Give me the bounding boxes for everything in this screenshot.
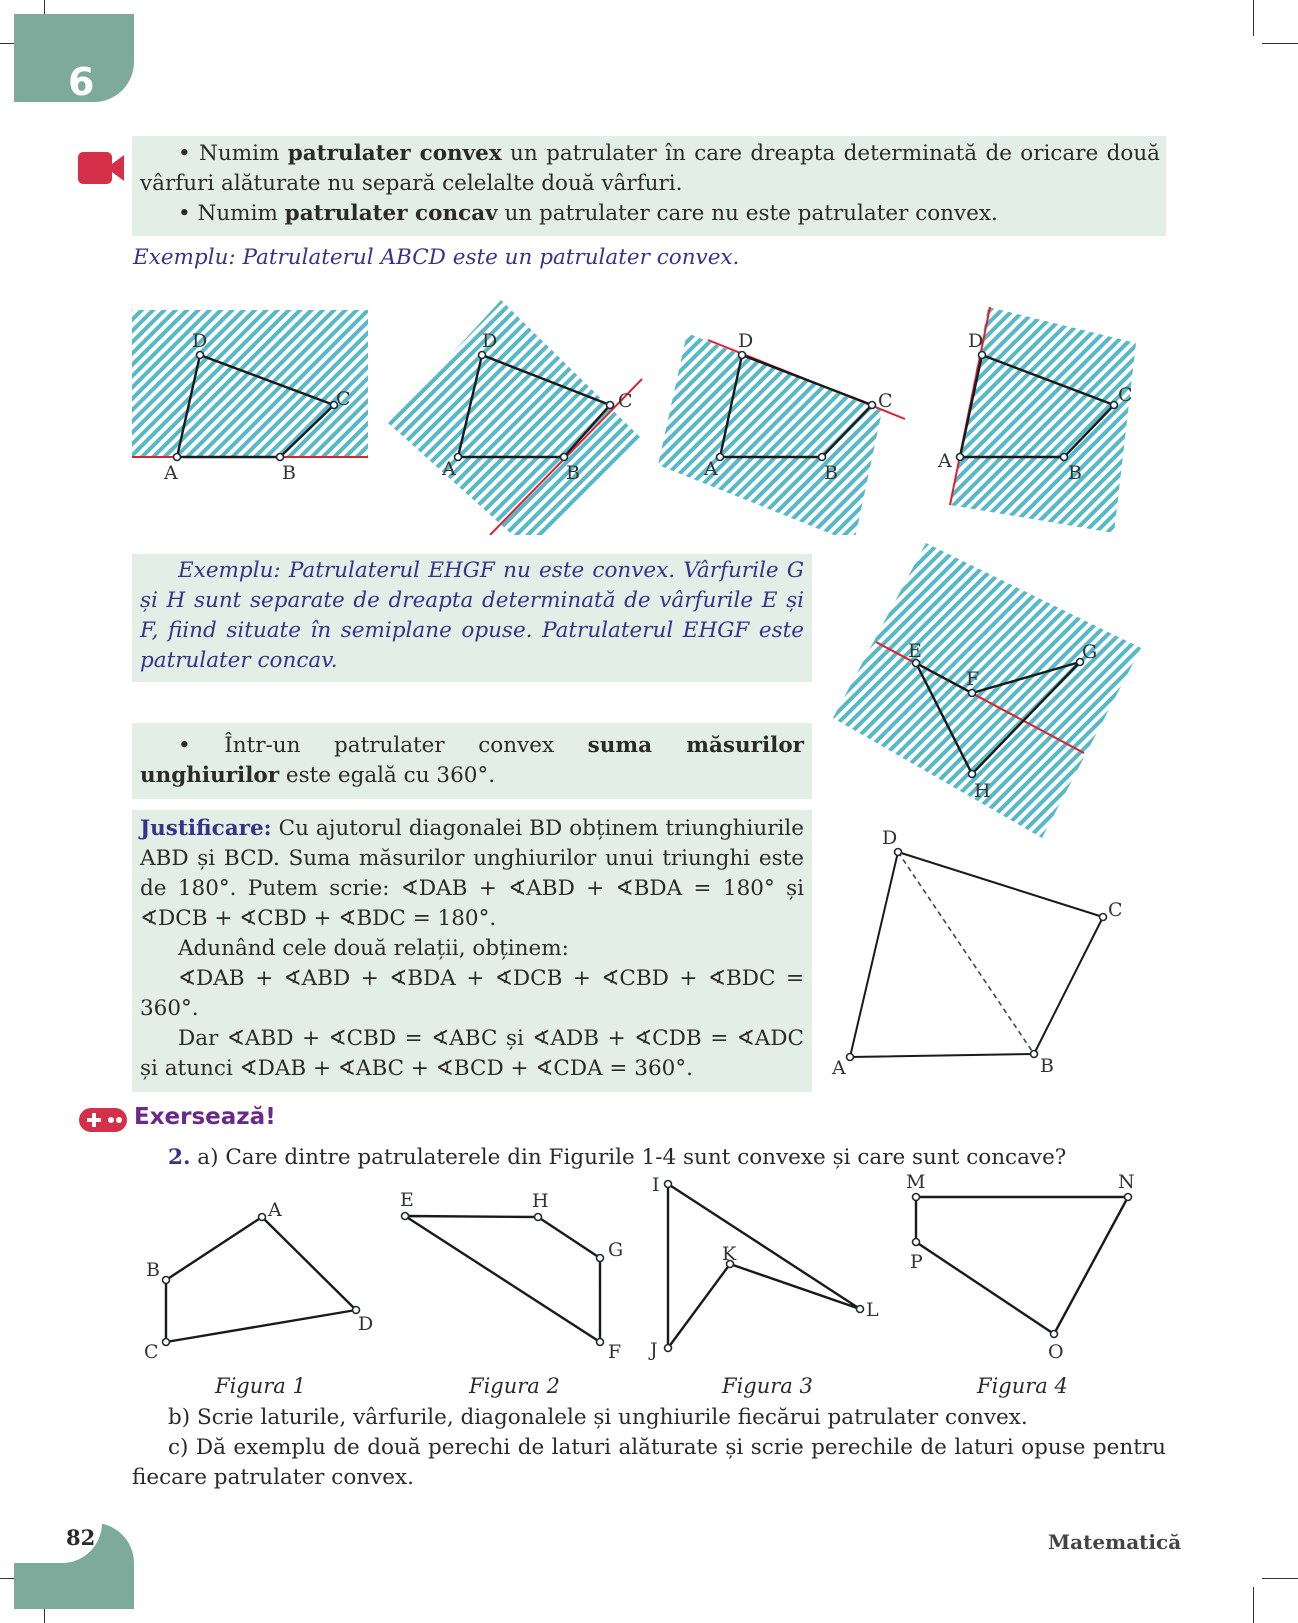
vertex-label: G <box>1082 641 1098 663</box>
vertex-label: A <box>832 1057 846 1079</box>
vertex-label: C <box>336 388 351 410</box>
vertex-label: C <box>144 1341 159 1362</box>
vertex-label: H <box>974 780 991 802</box>
exercise-part-c: c) Dă exemplu de două perechi de laturi alăturate și scrie perechile de laturi opuse pentru fiecare patrulater convex. <box>132 1435 1166 1490</box>
exercise-part-a: 2. a) Care dintre patrulaterele din Figurile 1-4 sunt convexe și care sunt concave? <box>168 1145 1067 1170</box>
page-number: 82 <box>66 1525 96 1550</box>
vertex-label: B <box>824 462 838 484</box>
vertex-label: F <box>966 668 980 690</box>
figura-4-quadrilateral <box>916 1197 1128 1334</box>
vertex-label: D <box>358 1313 374 1335</box>
example-concave-box <box>132 554 812 682</box>
vertex-label: D <box>482 330 498 352</box>
vertex-label: O <box>1048 1341 1064 1362</box>
vertex-label: J <box>650 1339 658 1361</box>
figura-3-quadrilateral <box>668 1184 860 1348</box>
half-plane-region <box>132 310 368 457</box>
exercise-heading: Exersează! <box>134 1104 276 1130</box>
vertex-label: I <box>652 1174 660 1196</box>
vertex-label: E <box>400 1189 414 1211</box>
justification-figure <box>830 822 1130 1082</box>
vertex-label: P <box>910 1251 923 1273</box>
exercise-parts-bc <box>132 1403 1166 1493</box>
figura-4-caption: Figura 4 <box>977 1374 1068 1398</box>
concave-definition: • Numim patrulater concav un patrulater care nu este patrulater convex. <box>178 201 998 226</box>
crop-mark <box>1262 43 1298 44</box>
angle-sum-box <box>132 723 812 799</box>
vertex-label: B <box>146 1259 160 1281</box>
angle-sum-statement: • Într-un patrulater convex suma măsurilor unghiurilor este egală cu 360°. <box>140 733 804 788</box>
vertex-label: D <box>738 330 754 352</box>
vertex-label: F <box>608 1341 622 1362</box>
vertex-label: K <box>722 1243 737 1265</box>
figura-2-caption: Figura 2 <box>469 1374 560 1398</box>
crop-mark <box>1253 1587 1254 1623</box>
justification-p2: Adunând cele două relații, obținem: <box>178 936 569 961</box>
diagonal-bd <box>898 852 1034 1054</box>
concave-figure <box>828 538 1148 840</box>
footer-subject: Matematică <box>1048 1530 1182 1554</box>
vertex-label: M <box>906 1172 926 1193</box>
vertex-label: D <box>192 330 208 352</box>
vertex-label: E <box>908 640 922 662</box>
vertex-label: C <box>618 390 633 412</box>
convex-definition: • Numim patrulater convex un patrulater în care dreapta determinată de oricare două vârfuri alăturate nu separă celelalte două vârfuri. <box>140 141 1160 196</box>
example-convex: Exemplu: Patrulaterul ABCD este un patrulater convex. <box>133 245 740 270</box>
gamepad-icon <box>78 1107 128 1133</box>
justification-title: Justificare: <box>140 816 272 841</box>
figura-1-caption: Figura 1 <box>215 1374 306 1398</box>
vertex-label: A <box>268 1199 282 1221</box>
vertex-label: D <box>968 330 984 352</box>
quadrilateral-abcd <box>850 852 1103 1057</box>
vertex-label: L <box>866 1299 879 1321</box>
vertex-label: H <box>532 1190 549 1212</box>
chapter-number: 6 <box>68 60 95 104</box>
exercise-number: 2. <box>168 1145 191 1170</box>
vertex-label: C <box>1108 899 1123 921</box>
figura-1-quadrilateral <box>166 1217 356 1342</box>
vertex-label: A <box>938 450 952 472</box>
figura-2-quadrilateral <box>405 1216 600 1342</box>
convex-figures <box>120 295 1180 535</box>
justification-p1: Justificare: Cu ajutorul diagonalei BD obținem triunghiurile ABD și BCD. Suma măsurilor unghiurilor unui triunghi este de 180°. Putem scrie: ∢DAB + ∢ABD + ∢BDA = 180° și ∢DCB + ∢CBD + ∢BDC = 180°. <box>140 816 804 931</box>
vertex-label: D <box>882 827 898 849</box>
justification-p4: Dar ∢ABD + ∢CBD = ∢ABC și ∢ADB + ∢CDB = ∢ADC și atunci ∢DAB + ∢ABC + ∢BCD + ∢CDA = 360°. <box>140 1026 804 1081</box>
vertex-label: A <box>442 458 456 480</box>
half-plane-region <box>658 333 882 535</box>
vertex-label: G <box>608 1239 624 1261</box>
vertex-label: N <box>1118 1172 1135 1193</box>
vertex-label: B <box>282 462 296 484</box>
video-camera-icon <box>78 150 126 186</box>
definition-box <box>132 136 1166 236</box>
vertex-label: B <box>1068 462 1082 484</box>
justification-p3: ∢DAB + ∢ABD + ∢BDA + ∢DCB + ∢CBD + ∢BDC = 360°. <box>140 966 804 1021</box>
vertex-label: A <box>704 458 718 480</box>
vertex-label: A <box>164 462 178 484</box>
crop-mark <box>1253 0 1254 36</box>
exercise-part-b: b) Scrie laturile, vârfurile, diagonalele și unghiurile fiecărui patrulater convex. <box>168 1405 1028 1430</box>
vertex-label: C <box>1118 384 1133 406</box>
exercise-figures <box>140 1172 1180 1362</box>
vertex-label: C <box>878 390 893 412</box>
example-concave: Exemplu: Patrulaterul EHGF nu este convex. Vârfurile G și H sunt separate de dreapta determinată de vârfurile E și F, fiind situate în semiplane opuse. Patrulaterul EHGF este patrulater concav. <box>140 558 804 673</box>
vertex-label: B <box>1040 1055 1054 1077</box>
vertex-label: B <box>566 462 580 484</box>
justification-box <box>132 810 812 1092</box>
crop-mark <box>1262 1578 1298 1579</box>
figura-3-caption: Figura 3 <box>722 1374 813 1398</box>
